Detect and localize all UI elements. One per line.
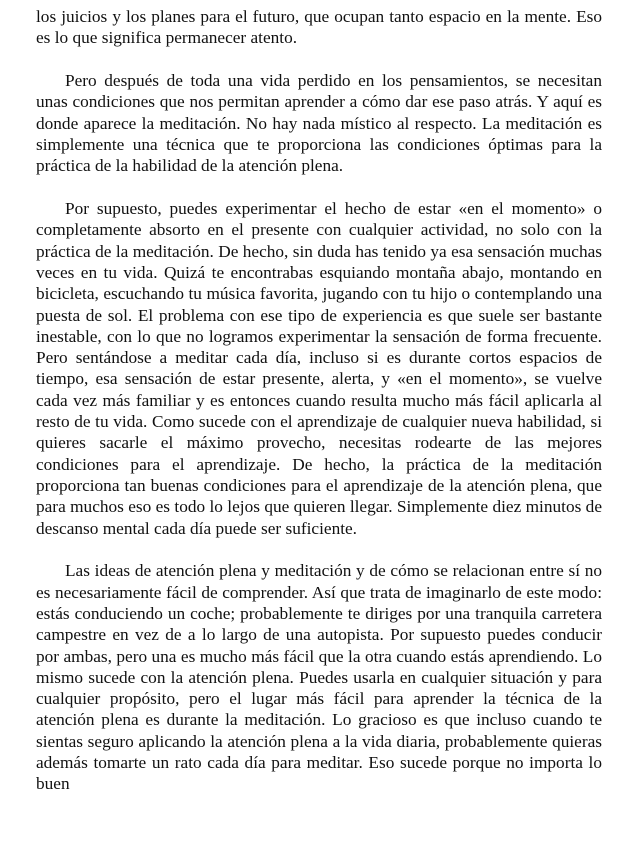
paragraph-3: Por supuesto, puedes experimentar el hecho de estar «en el momento» o completamente absorto en el presente con cualquier actividad, no solo con la práctica de la meditación. De hecho, sin duda has tenido ya esa sensación muchas veces en tu vida. Quizá te encontrabas esquiando montaña abajo, montando en bicicleta, escuchando tu música favorita, jugando con tu hijo o contemplando una puesta de sol. El problema con ese tipo de experiencia es que suele ser bastante inestable, con lo que no logramos experimentar la sensación de forma frecuente. Pero sentándose a meditar cada día, incluso si es durante cortos espacios de tiempo, esa sensación de estar presente, alerta, y «en el momento», se vuelve cada vez más familiar y es entonces cuando resulta mucho más fácil aplicarla al resto de tu vida. Como sucede con el aprendizaje de cualquier nueva habilidad, si quieres sacarle el máximo provecho, necesitas rodearte de las mejores condiciones para el aprendizaje. De hecho, la práctica de la meditación proporciona tan buenas condiciones para el aprendizaje de la atención plena, que para muchos eso es todo lo lejos que quieren llegar. Simplemente diez minutos de descanso mental cada día puede ser suficiente. <box>36 199 602 538</box>
paragraph-spacer <box>36 177 602 199</box>
paragraph-spacer <box>36 49 602 71</box>
paragraph-4: Las ideas de atención plena y meditación y de cómo se relacionan entre sí no es necesariamente fácil de comprender. Así que trata de imaginarlo de este modo: estás conduciendo un coche; probablemente te diriges por una tranquila carretera campestre en vez de a lo largo de una autopista. Por supuesto puedes conducir por ambas, pero una es mucho más fácil que la otra cuando estás aprendiendo. Lo mismo sucede con la atención plena. Puedes usarla en cualquier situación y para cualquier propósito, pero el lugar más fácil para aprender la técnica de la atención plena es durante la meditación. Lo gracioso es que incluso cuando te sientas seguro aplicando la atención plena a la vida diaria, probablemente quieras además tomarte un rato cada día para meditar. Eso sucede porque no importa lo buen <box>36 561 602 794</box>
document-page <box>36 6 602 795</box>
paragraph-1: los juicios y los planes para el futuro, que ocupan tanto espacio en la mente. Eso es lo que significa permanecer atento. <box>36 7 602 48</box>
paragraph-spacer <box>36 539 602 561</box>
paragraph-2: Pero después de toda una vida perdido en los pensamientos, se necesitan unas condiciones que nos permitan aprender a cómo dar ese paso atrás. Y aquí es donde aparece la meditación. No hay nada místico al respecto. La meditación es simplemente una técnica que te proporciona las condiciones óptimas para la práctica de la habilidad de la atención plena. <box>36 71 602 176</box>
